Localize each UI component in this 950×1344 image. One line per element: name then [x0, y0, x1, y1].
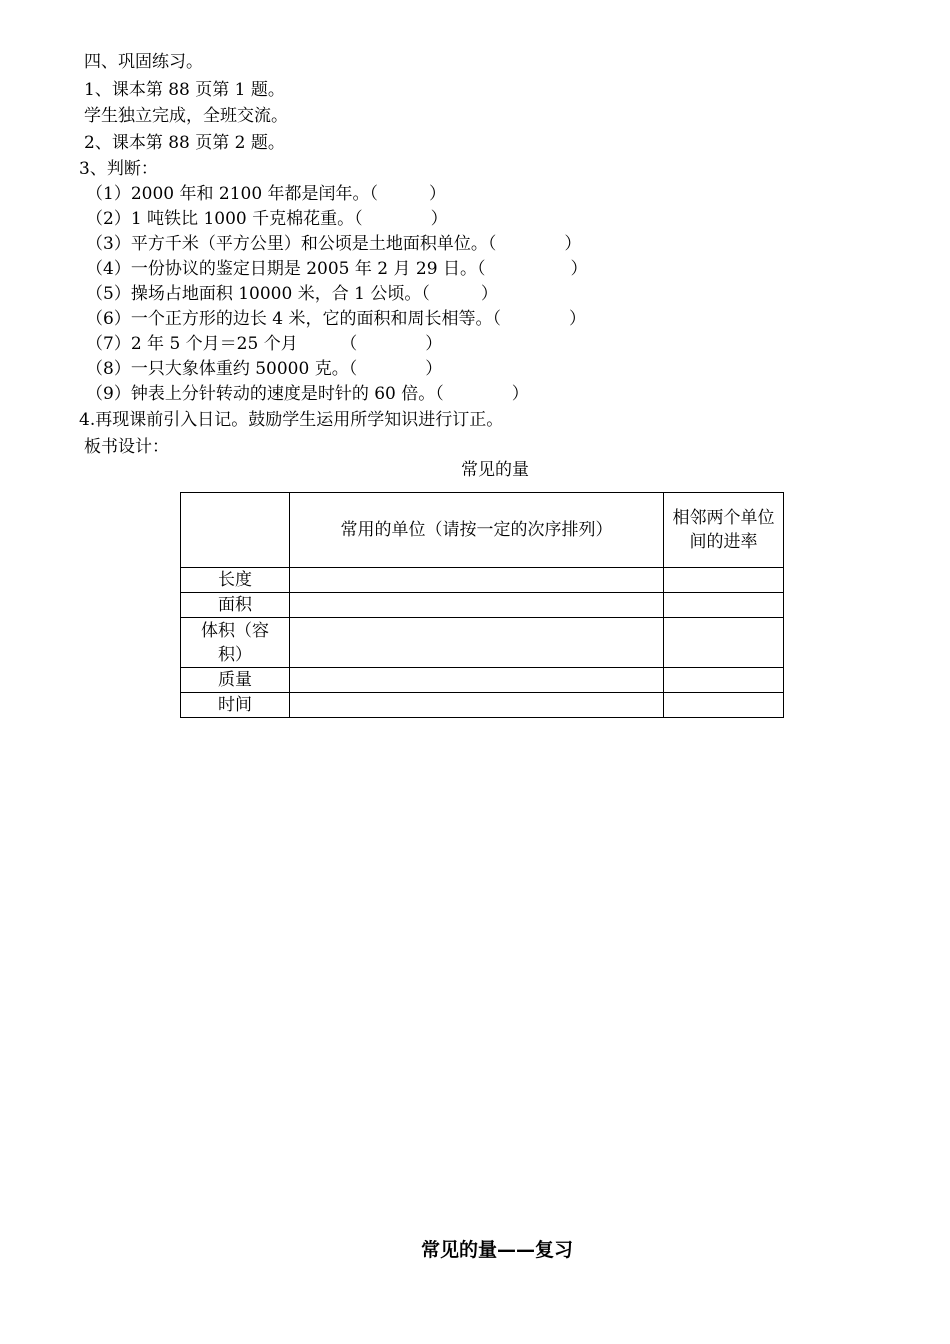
empty-cell — [290, 618, 664, 668]
exercise-line: 4.再现课前引入日记。鼓励学生运用所学知识进行订正。 — [79, 410, 504, 430]
row-label-length: 长度 — [181, 568, 290, 593]
empty-cell — [664, 618, 784, 668]
empty-cell — [664, 693, 784, 718]
exercise-line: 2、课本第 88 页第 2 题。 — [84, 133, 285, 153]
judgement-item: （6）一个正方形的边长 4 米，它的面积和周长相等。（ ） — [86, 309, 586, 329]
judgement-item: （7）2 年 5 个月＝25 个月 （ ） — [86, 334, 443, 354]
table-header-row — [181, 493, 784, 568]
table-row — [181, 618, 784, 668]
table-row — [181, 668, 784, 693]
section-heading: 四、巩固练习。 — [84, 52, 203, 72]
row-label-volume: 体积（容积） — [181, 618, 290, 668]
judgement-item: （3）平方千米（平方公里）和公顷是土地面积单位。（ ） — [86, 234, 582, 254]
board-design-label: 板书设计： — [84, 437, 169, 457]
judgement-item: （9）钟表上分针转动的速度是时针的 60 倍。（ ） — [86, 384, 529, 404]
header-cell-empty — [181, 493, 290, 568]
empty-cell — [664, 668, 784, 693]
judgement-item: （8）一只大象体重约 50000 克。（ ） — [86, 359, 443, 379]
judgement-item: （5）操场占地面积 10000 米，合 1 公顷。（ ） — [86, 284, 498, 304]
row-label-time: 时间 — [181, 693, 290, 718]
board-design-table — [180, 492, 784, 718]
row-label-area: 面积 — [181, 593, 290, 618]
exercise-line: 学生独立完成，全班交流。 — [84, 106, 288, 126]
row-label-mass: 质量 — [181, 668, 290, 693]
judgement-item: （1）2000 年和 2100 年都是闰年。（ ） — [86, 184, 447, 204]
table-row — [181, 568, 784, 593]
table-row — [181, 693, 784, 718]
empty-cell — [290, 668, 664, 693]
table-row — [181, 593, 784, 618]
empty-cell — [290, 693, 664, 718]
judgement-item: （2）1 吨铁比 1000 千克棉花重。（ ） — [86, 209, 448, 229]
exercise-line: 1、课本第 88 页第 1 题。 — [84, 80, 285, 100]
header-cell-units: 常用的单位（请按一定的次序排列） — [290, 493, 664, 568]
table-caption: 常见的量 — [461, 460, 529, 480]
empty-cell — [664, 568, 784, 593]
empty-cell — [664, 593, 784, 618]
next-lesson-title: 常见的量——复习 — [420, 1239, 573, 1261]
empty-cell — [290, 593, 664, 618]
judgement-item: （4）一份协议的鉴定日期是 2005 年 2 月 29 日。（ ） — [86, 259, 588, 279]
header-cell-rate: 相邻两个单位间的进率 — [664, 493, 784, 568]
judgement-heading: 3、判断： — [79, 159, 158, 179]
empty-cell — [290, 568, 664, 593]
